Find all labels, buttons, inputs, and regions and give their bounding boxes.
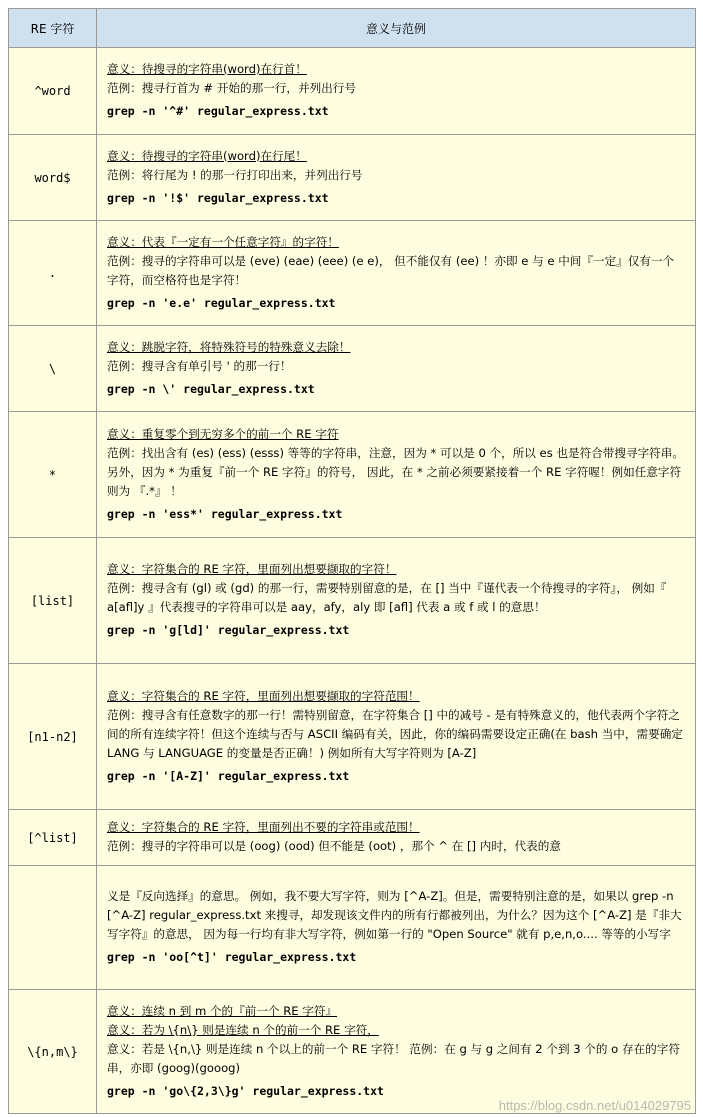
command: grep -n \' regular_express.txt — [107, 381, 315, 396]
table-row — [9, 664, 696, 810]
row-description — [97, 48, 696, 135]
example-line: 范例：搜寻含有任意数字的那一行！需特别留意，在字符集合 [] 中的减号 - 是有特殊意义的，他代表两个字符之间的所有连续字符！但这个连续与否与 ASCII 编码有关，因此，你的编码需要设定正确(在 bash 当中，需要确定 LANG 与 LANGUAGE 的变量是否正确！) 例如所有大写字符则为 [A-Z] — [107, 707, 683, 760]
row-symbol: * — [9, 412, 97, 538]
row-symbol: [n1-n2] — [9, 664, 97, 810]
command: grep -n 'e.e' regular_express.txt — [107, 295, 336, 310]
regex-table — [8, 8, 696, 1114]
watermark: https://blog.csdn.net/u014029795 — [498, 1098, 691, 1113]
row-symbol: word$ — [9, 135, 97, 221]
row-symbol — [9, 866, 97, 990]
row-description — [97, 990, 696, 1114]
row-description — [97, 221, 696, 326]
row-description — [97, 538, 696, 664]
row-symbol: \ — [9, 326, 97, 412]
meaning-line: 意义：字符集合的 RE 字符，里面列出想要撷取的字符！ — [107, 562, 397, 576]
example-line: 范例：搜寻行首为 # 开始的那一行，并列出行号 — [107, 81, 356, 95]
row-symbol: \{n,m\} — [9, 990, 97, 1114]
header-meaning: 意义与范例 — [97, 9, 696, 48]
meaning-line: 意义：代表『一定有一个任意字符』的字符！ — [107, 234, 339, 249]
meaning-line: 意义：若为 \{n\} 则是连续 n 个的前一个 RE 字符， — [107, 1022, 379, 1037]
command: grep -n 'g[ld]' regular_express.txt — [107, 623, 350, 637]
header-symbol: RE 字符 — [9, 9, 97, 48]
meaning-line: 意义：字符集合的 RE 字符，里面列出不要的字符串或范围！ — [107, 819, 420, 834]
table-row — [9, 48, 696, 135]
meaning-line: 意义：跳脱字符，将特殊符号的特殊意义去除！ — [107, 339, 351, 354]
table-row — [9, 221, 696, 326]
command: grep -n '!$' regular_express.txt — [107, 190, 329, 205]
example-line: 范例：搜寻含有单引号 ' 的那一行！ — [107, 358, 292, 373]
meaning-line: 意义：待搜寻的字符串(word)在行尾！ — [107, 148, 307, 163]
row-description — [97, 664, 696, 810]
table-row — [9, 990, 696, 1114]
command: grep -n 'oo[^t]' regular_express.txt — [107, 950, 357, 964]
example-line: 范例：搜寻的字符串可以是 (eve) (eae) (eee) (e e)， 但不能仅有 (ee) ！亦即 e 与 e 中间『一定』仅有一个字符，而空格符也是字符！ — [107, 253, 675, 287]
command: grep -n 'ess*' regular_express.txt — [107, 506, 343, 521]
row-symbol: [^list] — [9, 810, 97, 866]
example-line: 范例：搜寻含有 (gl) 或 (gd) 的那一行，需要特别留意的是，在 [] 当中『谨代表一个待搜寻的字符』， 例如『 a[afl]y 』代表搜寻的字符串可以是 aay，afy，aly 即 [afl] 代表 a 或 f 或 l 的意思！ — [107, 581, 667, 614]
command: grep -n '[A-Z]' regular_express.txt — [107, 768, 350, 783]
row-description — [97, 135, 696, 221]
example-line: 范例：找出含有 (es) (ess) (esss) 等等的字符串，注意，因为 * 可以是 0 个，所以 es 也是符合带搜寻字符串。另外，因为 * 为重复『前一个 RE 字符』的符号， 因此，在 * 之前必须要紧接着一个 RE 字符喔！例如任意字符则为 『.*』 ！ — [107, 445, 684, 498]
example-line: 范例：搜寻的字符串可以是 (oog) (ood) 但不能是 (oot) ，那个 ^ 在 [] 内时，代表的意 — [107, 838, 561, 853]
table-row — [9, 135, 696, 221]
example-line: 范例：将行尾为 ! 的那一行打印出来，并列出行号 — [107, 167, 363, 182]
row-symbol: ^word — [9, 48, 97, 135]
meaning-line: 意义：字符集合的 RE 字符，里面列出想要撷取的字符范围！ — [107, 688, 420, 703]
command: grep -n '^#' regular_express.txt — [107, 104, 329, 118]
table-header-row — [9, 9, 696, 48]
table-row — [9, 866, 696, 990]
meaning-line: 意义：重复零个到无穷多个的前一个 RE 字符 — [107, 426, 339, 441]
row-description — [97, 810, 696, 866]
table-row — [9, 326, 696, 412]
table-row — [9, 810, 696, 866]
table-row — [9, 538, 696, 664]
command: grep -n 'go\{2,3\}g' regular_express.txt — [107, 1083, 384, 1098]
table-row — [9, 412, 696, 538]
example-line: 意义：若是 \{n,\} 则是连续 n 个以上的前一个 RE 字符！ 范例：在 g 与 g 之间有 2 个到 3 个的 o 存在的字符串，亦即 (goog)(gooog) — [107, 1041, 680, 1075]
row-description — [97, 326, 696, 412]
meaning-line: 意义：连续 n 到 m 个的『前一个 RE 字符』 — [107, 1003, 338, 1018]
meaning-line: 意义：待搜寻的字符串(word)在行首！ — [107, 62, 307, 76]
row-symbol: [list] — [9, 538, 97, 664]
row-description — [97, 412, 696, 538]
row-symbol: . — [9, 221, 97, 326]
row-description — [97, 866, 696, 990]
example-line: 义是『反向选择』的意思。 例如，我不要大写字符，则为 [^A-Z]。但是，需要特别注意的是，如果以 grep -n [^A-Z] regular_express.txt 来搜寻，却发现该文件内的所有行都被列出，为什么？因为这个 [^A-Z] 是『非大写字符』的意思， 因为每一行均有非大写字符，例如第一行的 "Open Source" 就有 p,e,n,o.... 等等的小写字 — [107, 889, 682, 941]
